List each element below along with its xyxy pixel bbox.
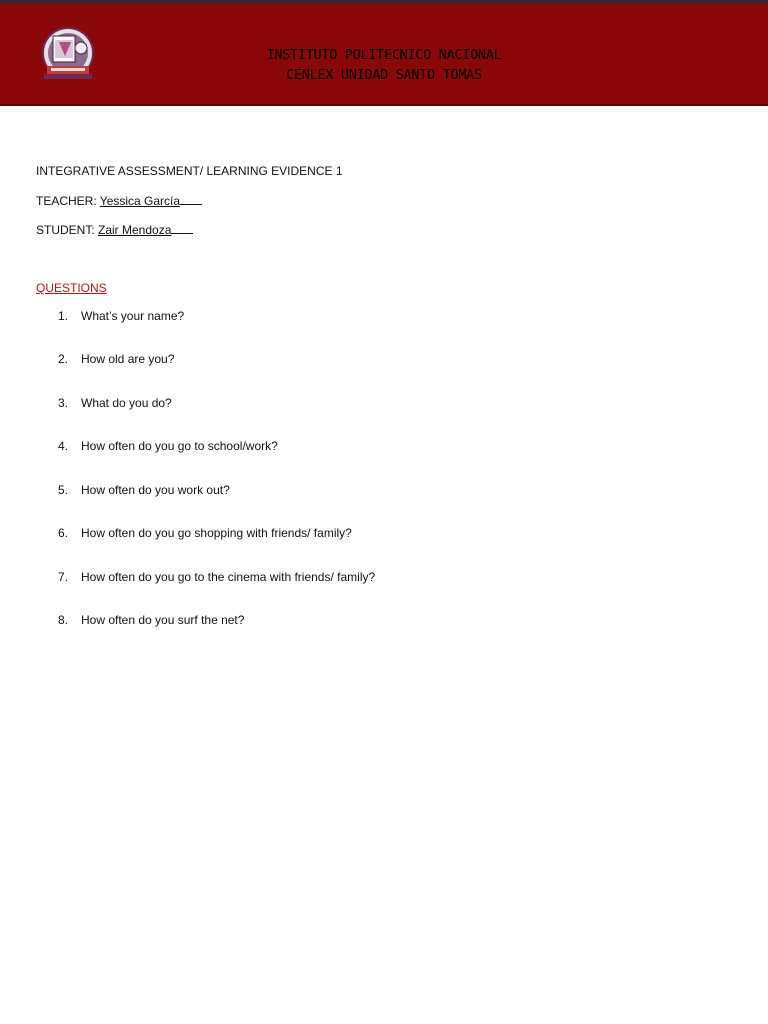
student-underline	[171, 221, 193, 234]
teacher-label: TEACHER:	[36, 194, 100, 208]
question-text: How often do you go to school/work?	[81, 439, 278, 453]
question-text: How often do you surf the net?	[81, 613, 245, 627]
questions-heading: QUESTIONS	[36, 281, 107, 295]
document-header	[0, 3, 768, 106]
question-number: 4.	[58, 439, 69, 453]
institution-name	[0, 45, 768, 85]
student-line	[36, 220, 193, 240]
teacher-name: Yessica García	[99, 194, 181, 208]
question-text: How often do you go shopping with friends/ family?	[81, 526, 352, 540]
question-number: 1.	[58, 309, 69, 323]
student-label: STUDENT:	[36, 223, 99, 237]
question-text: What’s your name?	[81, 309, 185, 323]
teacher-line	[36, 191, 202, 211]
question-number: 7.	[58, 570, 69, 584]
question-number: 5.	[58, 483, 69, 497]
question-text: How old are you?	[81, 352, 175, 366]
student-name: Zair Mendoza	[98, 223, 172, 237]
question-number: 3.	[58, 396, 69, 410]
question-number: 2.	[58, 352, 69, 366]
document-title: INTEGRATIVE ASSESSMENT/ LEARNING EVIDENCE 1	[36, 164, 343, 178]
institution-line-2: CENLEX UNIDAD SANTO TOMAS	[286, 67, 482, 83]
question-number: 8.	[58, 613, 69, 627]
institution-line-1: INSTITUTO POLITECNICO NACIONAL	[266, 47, 502, 63]
question-number: 6.	[58, 526, 69, 540]
question-text: What do you do?	[81, 396, 172, 410]
question-text: How often do you go to the cinema with friends/ family?	[81, 570, 376, 584]
question-text: How often do you work out?	[81, 483, 230, 497]
teacher-underline	[180, 192, 202, 205]
